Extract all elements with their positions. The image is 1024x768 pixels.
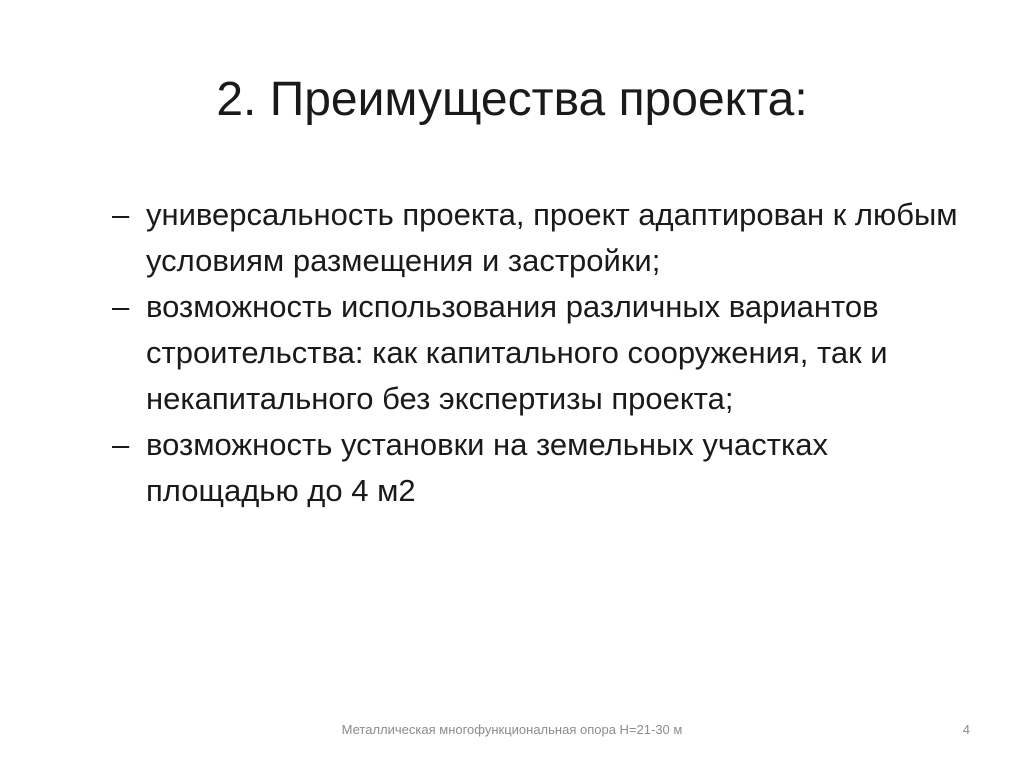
bullet-text: возможность использования различных вариантов строительства: как капитального сооружения, так и некапитального без экспертизы проекта; bbox=[146, 289, 888, 416]
bullet-text: универсальность проекта, проект адаптирован к любым условиям размещения и застройки; bbox=[146, 197, 958, 278]
page-number: 4 bbox=[962, 722, 970, 737]
bullet-item bbox=[112, 192, 972, 284]
bullet-item bbox=[112, 422, 972, 514]
slide-title: 2. Преимущества проекта: bbox=[216, 73, 808, 126]
bullet-dash: – bbox=[112, 197, 130, 232]
bullet-dash: – bbox=[112, 427, 130, 462]
bullet-list bbox=[112, 192, 972, 514]
bullet-dash: – bbox=[112, 289, 130, 324]
bullet-text: возможность установки на земельных участках площадью до 4 м2 bbox=[146, 427, 828, 508]
bullet-item bbox=[112, 284, 972, 422]
slide-footer: Металлическая многофункциональная опора Н=21-30 м bbox=[341, 722, 683, 737]
